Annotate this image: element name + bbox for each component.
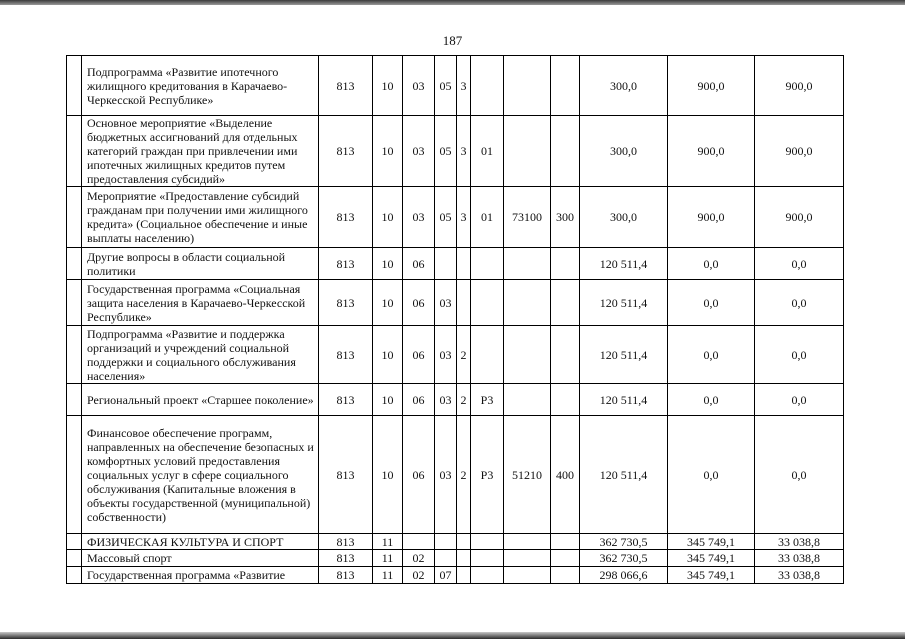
row-name-cell: Финансовое обеспечение программ, направленных на обеспечение безопасных и комфортных условий предоставления социальных услуг в сфере социального обслуживания (Капитальные вложения в объекты государственной (муниципальной) собственности) <box>82 416 319 534</box>
amount-year3-cell: 900,0 <box>755 187 844 248</box>
direction-code-cell <box>504 567 551 584</box>
program-code-cell: 03 <box>435 326 457 384</box>
amount-year2-cell: 900,0 <box>668 187 755 248</box>
amount-year2-cell: 345 749,1 <box>668 534 755 550</box>
amount-year2-cell: 0,0 <box>668 326 755 384</box>
row-marker-cell <box>67 248 82 280</box>
table-row <box>67 567 844 584</box>
program-code-cell <box>435 534 457 550</box>
expense-type-cell <box>551 248 580 280</box>
direction-code-cell <box>504 248 551 280</box>
amount-year1-cell: 298 066,6 <box>580 567 668 584</box>
table-row <box>67 416 844 534</box>
subsection-code-cell: 02 <box>403 567 435 584</box>
amount-year3-cell: 33 038,8 <box>755 567 844 584</box>
amount-year1-cell: 120 511,4 <box>580 326 668 384</box>
section-code-cell: 11 <box>373 567 403 584</box>
subsection-code-cell: 06 <box>403 280 435 326</box>
subsection-code-cell <box>403 534 435 550</box>
row-marker-cell <box>67 550 82 567</box>
grbs-code-cell: 813 <box>319 416 373 534</box>
subprogram-code-cell: 2 <box>457 384 471 416</box>
amount-year2-cell: 0,0 <box>668 248 755 280</box>
program-code-cell: 03 <box>435 280 457 326</box>
row-name-cell: Другие вопросы в области социальной политики <box>82 248 319 280</box>
grbs-code-cell: 813 <box>319 56 373 116</box>
section-code-cell: 10 <box>373 280 403 326</box>
subprogram-code-cell: 2 <box>457 326 471 384</box>
row-marker-cell <box>67 56 82 116</box>
program-code-cell: 05 <box>435 56 457 116</box>
amount-year1-cell: 362 730,5 <box>580 550 668 567</box>
grbs-code-cell: 813 <box>319 550 373 567</box>
expense-type-cell <box>551 116 580 187</box>
amount-year1-cell: 120 511,4 <box>580 248 668 280</box>
row-marker-cell <box>67 280 82 326</box>
amount-year2-cell: 900,0 <box>668 116 755 187</box>
amount-year1-cell: 300,0 <box>580 56 668 116</box>
subprogram-code-cell: 2 <box>457 416 471 534</box>
expense-type-cell <box>551 56 580 116</box>
subprogram-code-cell: 3 <box>457 116 471 187</box>
event-code-cell <box>471 280 504 326</box>
direction-code-cell <box>504 56 551 116</box>
section-code-cell: 10 <box>373 248 403 280</box>
grbs-code-cell: 813 <box>319 567 373 584</box>
section-code-cell: 10 <box>373 384 403 416</box>
expense-type-cell <box>551 567 580 584</box>
amount-year1-cell: 362 730,5 <box>580 534 668 550</box>
subsection-code-cell: 02 <box>403 550 435 567</box>
direction-code-cell: 73100 <box>504 187 551 248</box>
section-code-cell: 11 <box>373 550 403 567</box>
amount-year1-cell: 300,0 <box>580 116 668 187</box>
direction-code-cell: 51210 <box>504 416 551 534</box>
program-code-cell <box>435 248 457 280</box>
table-row <box>67 56 844 116</box>
event-code-cell: 01 <box>471 187 504 248</box>
scan-bottom-edge <box>0 632 905 639</box>
amount-year1-cell: 120 511,4 <box>580 416 668 534</box>
program-code-cell: 03 <box>435 416 457 534</box>
row-marker-cell <box>67 384 82 416</box>
grbs-code-cell: 813 <box>319 534 373 550</box>
program-code-cell: 05 <box>435 187 457 248</box>
subsection-code-cell: 03 <box>403 116 435 187</box>
expense-type-cell <box>551 534 580 550</box>
program-code-cell: 05 <box>435 116 457 187</box>
amount-year2-cell: 345 749,1 <box>668 550 755 567</box>
subsection-code-cell: 06 <box>403 326 435 384</box>
event-code-cell: P3 <box>471 384 504 416</box>
subprogram-code-cell <box>457 550 471 567</box>
amount-year3-cell: 900,0 <box>755 116 844 187</box>
section-code-cell: 11 <box>373 534 403 550</box>
amount-year2-cell: 345 749,1 <box>668 567 755 584</box>
direction-code-cell <box>504 384 551 416</box>
amount-year3-cell: 900,0 <box>755 56 844 116</box>
table-row <box>67 248 844 280</box>
table-row <box>67 187 844 248</box>
subsection-code-cell: 03 <box>403 187 435 248</box>
row-name-cell: Государственная программа «Социальная защита населения в Карачаево-Черкесской Республике» <box>82 280 319 326</box>
budget-table <box>66 55 844 584</box>
expense-type-cell: 300 <box>551 187 580 248</box>
expense-type-cell <box>551 326 580 384</box>
direction-code-cell <box>504 550 551 567</box>
section-code-cell: 10 <box>373 187 403 248</box>
section-code-cell: 10 <box>373 56 403 116</box>
subprogram-code-cell <box>457 534 471 550</box>
subprogram-code-cell <box>457 280 471 326</box>
amount-year3-cell: 0,0 <box>755 248 844 280</box>
amount-year2-cell: 0,0 <box>668 384 755 416</box>
subprogram-code-cell: 3 <box>457 187 471 248</box>
direction-code-cell <box>504 534 551 550</box>
amount-year3-cell: 0,0 <box>755 416 844 534</box>
row-name-cell: ФИЗИЧЕСКАЯ КУЛЬТУРА И СПОРТ <box>82 534 319 550</box>
amount-year2-cell: 0,0 <box>668 280 755 326</box>
table-row <box>67 384 844 416</box>
table-row <box>67 534 844 550</box>
subprogram-code-cell <box>457 248 471 280</box>
subsection-code-cell: 06 <box>403 248 435 280</box>
event-code-cell <box>471 56 504 116</box>
table-row <box>67 116 844 187</box>
program-code-cell <box>435 550 457 567</box>
grbs-code-cell: 813 <box>319 326 373 384</box>
grbs-code-cell: 813 <box>319 280 373 326</box>
row-name-cell: Подпрограмма «Развитие и поддержка организаций и учреждений социальной поддержки и социального обслуживания населения» <box>82 326 319 384</box>
amount-year2-cell: 0,0 <box>668 416 755 534</box>
event-code-cell <box>471 248 504 280</box>
amount-year3-cell: 0,0 <box>755 280 844 326</box>
expense-type-cell <box>551 550 580 567</box>
event-code-cell <box>471 550 504 567</box>
amount-year1-cell: 120 511,4 <box>580 384 668 416</box>
direction-code-cell <box>504 116 551 187</box>
page-number: 187 <box>442 33 463 48</box>
event-code-cell: P3 <box>471 416 504 534</box>
subsection-code-cell: 06 <box>403 416 435 534</box>
row-marker-cell <box>67 116 82 187</box>
row-name-cell: Массовый спорт <box>82 550 319 567</box>
amount-year1-cell: 300,0 <box>580 187 668 248</box>
amount-year3-cell: 33 038,8 <box>755 550 844 567</box>
row-name-cell: Подпрограмма «Развитие ипотечного жилищного кредитования в Карачаево-Черкесской Республике» <box>82 56 319 116</box>
event-code-cell <box>471 567 504 584</box>
section-code-cell: 10 <box>373 326 403 384</box>
row-name-cell: Мероприятие «Предоставление субсидий гражданам при получении ими жилищного кредита» (Социальное обеспечение и иные выплаты населению) <box>82 187 319 248</box>
table-row <box>67 280 844 326</box>
row-name-cell: Основное мероприятие «Выделение бюджетных ассигнований для отдельных категорий граждан при привлечении ими ипотечных жилищных кредитов путем предоставления субсидий» <box>82 116 319 187</box>
row-marker-cell <box>67 187 82 248</box>
direction-code-cell <box>504 280 551 326</box>
row-name-cell: Государственная программа «Развитие <box>82 567 319 584</box>
program-code-cell: 07 <box>435 567 457 584</box>
subsection-code-cell: 06 <box>403 384 435 416</box>
row-name-cell: Региональный проект «Старшее поколение» <box>82 384 319 416</box>
event-code-cell <box>471 326 504 384</box>
amount-year3-cell: 33 038,8 <box>755 534 844 550</box>
amount-year3-cell: 0,0 <box>755 384 844 416</box>
row-marker-cell <box>67 326 82 384</box>
section-code-cell: 10 <box>373 416 403 534</box>
amount-year2-cell: 900,0 <box>668 56 755 116</box>
event-code-cell <box>471 534 504 550</box>
grbs-code-cell: 813 <box>319 187 373 248</box>
direction-code-cell <box>504 326 551 384</box>
subsection-code-cell: 03 <box>403 56 435 116</box>
section-code-cell: 10 <box>373 116 403 187</box>
expense-type-cell <box>551 280 580 326</box>
grbs-code-cell: 813 <box>319 248 373 280</box>
expense-type-cell <box>551 384 580 416</box>
scan-top-edge <box>0 0 905 5</box>
grbs-code-cell: 813 <box>319 384 373 416</box>
expense-type-cell: 400 <box>551 416 580 534</box>
subprogram-code-cell: 3 <box>457 56 471 116</box>
amount-year3-cell: 0,0 <box>755 326 844 384</box>
row-marker-cell <box>67 534 82 550</box>
table-row <box>67 326 844 384</box>
table-row <box>67 550 844 567</box>
row-marker-cell <box>67 567 82 584</box>
subprogram-code-cell <box>457 567 471 584</box>
program-code-cell: 03 <box>435 384 457 416</box>
amount-year1-cell: 120 511,4 <box>580 280 668 326</box>
event-code-cell: 01 <box>471 116 504 187</box>
grbs-code-cell: 813 <box>319 116 373 187</box>
row-marker-cell <box>67 416 82 534</box>
